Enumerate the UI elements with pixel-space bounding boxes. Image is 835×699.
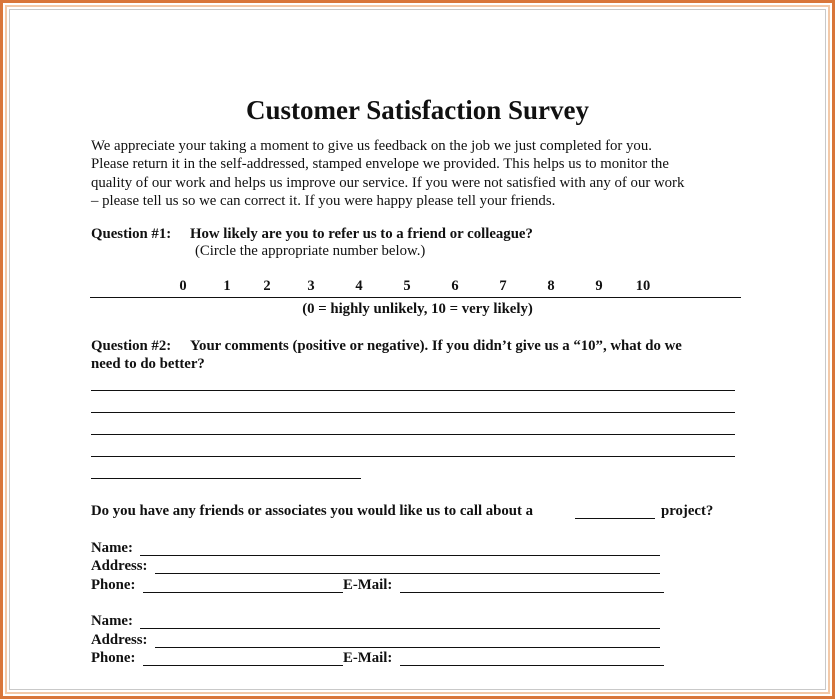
intro-line-2: Please return it in the self-addressed, stamped envelope we provided. This helps us to monitor the [91, 156, 669, 172]
contact-2-address-field[interactable] [155, 647, 660, 648]
contact-1-phone-field[interactable] [143, 592, 343, 593]
contact-1-address-field[interactable] [155, 573, 660, 574]
scale-option-10[interactable]: 10 [635, 278, 651, 294]
comment-line-5[interactable] [91, 478, 361, 479]
q2-text-line-2: need to do better? [91, 356, 205, 372]
contact-2-name-field[interactable] [140, 628, 660, 629]
q1-number: Question #1: [91, 226, 172, 242]
contact-1-name-label: Name: [91, 540, 133, 556]
intro-line-3: quality of our work and helps us improve our service. If you were not satisfied with any of our work [91, 175, 685, 191]
q1-text: How likely are you to refer us to a friend or colleague? [190, 226, 533, 242]
scale-option-0[interactable]: 0 [179, 278, 187, 294]
scale-option-8[interactable]: 8 [547, 278, 555, 294]
referral-question-end: project? [661, 503, 714, 519]
project-type-blank[interactable] [575, 518, 655, 519]
scale-option-6[interactable]: 6 [451, 278, 459, 294]
scale-legend: (0 = highly unlikely, 10 = very likely) [302, 301, 533, 317]
contact-2-name-label: Name: [91, 613, 133, 629]
q1-instruction: (Circle the appropriate number below.) [195, 243, 426, 259]
contact-2-phone-field[interactable] [143, 665, 343, 666]
contact-2-email-label: E-Mail: [343, 650, 393, 666]
contact-2-email-field[interactable] [400, 665, 664, 666]
comment-line-2[interactable] [91, 412, 735, 413]
scale-option-3[interactable]: 3 [307, 278, 315, 294]
scale-option-7[interactable]: 7 [499, 278, 507, 294]
page-title: Customer Satisfaction Survey [246, 95, 589, 125]
intro-line-1: We appreciate your taking a moment to give us feedback on the job we just completed for you. [91, 138, 652, 154]
scale-option-2[interactable]: 2 [263, 278, 271, 294]
comment-line-3[interactable] [91, 434, 735, 435]
contact-1-address-label: Address: [91, 558, 148, 574]
q2-number: Question #2: [91, 338, 172, 354]
q2-text-line-1: Your comments (positive or negative). If you didn’t give us a “10”, what do we [190, 338, 682, 354]
contact-1-name-field[interactable] [140, 555, 660, 556]
scale-option-5[interactable]: 5 [403, 278, 411, 294]
comment-line-4[interactable] [91, 456, 735, 457]
comment-line-1[interactable] [91, 390, 735, 391]
contact-1-email-label: E-Mail: [343, 577, 393, 593]
scale-option-4[interactable]: 4 [355, 278, 363, 294]
contact-2-address-label: Address: [91, 632, 148, 648]
contact-1-email-field[interactable] [400, 592, 664, 593]
contact-1-phone-label: Phone: [91, 577, 136, 593]
referral-question: Do you have any friends or associates you would like us to call about a [91, 503, 534, 519]
scale-rule [90, 297, 741, 298]
scale-option-9[interactable]: 9 [595, 278, 603, 294]
intro-line-4: – please tell us so we can correct it. If you were happy please tell your friends. [91, 193, 556, 209]
contact-2-phone-label: Phone: [91, 650, 136, 666]
scale-option-1[interactable]: 1 [223, 278, 231, 294]
